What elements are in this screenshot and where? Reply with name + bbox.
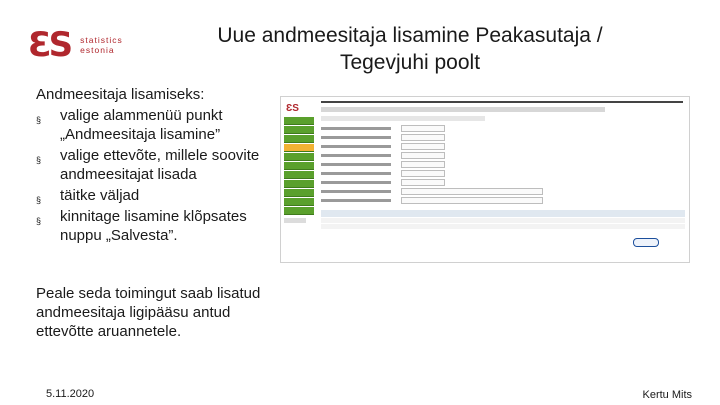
- instruction-text: valige alammenüü punkt „Andmeesitaja lisamine”: [60, 107, 223, 143]
- screenshot-field-label: [321, 199, 391, 202]
- instruction-item: [36, 106, 276, 144]
- screenshot-breadcrumb: [321, 107, 605, 112]
- instruction-item: [36, 146, 276, 184]
- screenshot-save-button: [633, 238, 659, 247]
- screenshot-menu-item: [284, 180, 314, 188]
- screenshot-main-form: [321, 107, 685, 258]
- logo-line-1: statistics: [80, 35, 123, 45]
- instruction-item: [36, 186, 276, 205]
- slide-title: [150, 22, 670, 76]
- screenshot-form-row: [321, 197, 685, 204]
- screenshot-field-label: [321, 154, 391, 157]
- instructions-lead: Andmeesitaja lisamiseks:: [36, 86, 205, 103]
- logo-line-2: estonia: [80, 45, 115, 55]
- screenshot-form-row: [321, 188, 685, 195]
- screenshot-menu-item: [284, 153, 314, 161]
- screenshot-table-row: [321, 218, 685, 223]
- screenshot-field: [401, 188, 543, 195]
- screenshot-menu-item: [284, 117, 314, 125]
- statistics-estonia-logo: [28, 25, 123, 65]
- screenshot-menu-item: [284, 171, 314, 179]
- screenshot-field: [401, 179, 445, 186]
- screenshot-form-row: [321, 161, 685, 168]
- bullet-marker: §: [36, 195, 42, 205]
- bullet-marker: §: [36, 115, 42, 125]
- embedded-form-screenshot: [280, 96, 690, 263]
- instruction-text: kinnitage lisamine klõpsates nuppu „Salvesta”.: [60, 208, 247, 244]
- screenshot-field: [401, 161, 445, 168]
- screenshot-field: [401, 197, 543, 204]
- screenshot-field-label: [321, 145, 391, 148]
- screenshot-table-header: [321, 210, 685, 217]
- screenshot-menu-item: [284, 135, 314, 143]
- screenshot-form-row: [321, 143, 685, 150]
- slide-date: 5.11.2020: [46, 388, 95, 400]
- screenshot-menu-item: [284, 162, 314, 170]
- instruction-list: [36, 106, 276, 245]
- logo-mark: ƐS: [28, 25, 71, 65]
- screenshot-form-row: [321, 152, 685, 159]
- screenshot-menu-item: [284, 126, 314, 134]
- summary-paragraph: Peale seda toimingut saab lisatud andmeesitaja ligipääsu antud ettevõtte aruannetele.: [36, 285, 261, 340]
- screenshot-field-label: [321, 163, 391, 166]
- screenshot-field: [401, 143, 445, 150]
- screenshot-sidebar-note: [284, 218, 306, 223]
- screenshot-sidebar-menu: [284, 117, 314, 223]
- screenshot-menu-item: [284, 198, 314, 206]
- screenshot-section-header: [321, 116, 485, 121]
- screenshot-form-row: [321, 125, 685, 132]
- screenshot-table-row: [321, 224, 685, 229]
- screenshot-header-line: [321, 101, 683, 103]
- screenshot-form-row: [321, 179, 685, 186]
- screenshot-field-label: [321, 181, 391, 184]
- screenshot-field: [401, 134, 445, 141]
- instruction-item: [36, 207, 276, 245]
- screenshot-form-row: [321, 170, 685, 177]
- slide-author: Kertu Mits: [642, 389, 692, 401]
- screenshot-menu-item-active: [284, 144, 314, 152]
- screenshot-field: [401, 170, 445, 177]
- bullet-marker: §: [36, 155, 42, 165]
- screenshot-form-row: [321, 134, 685, 141]
- instruction-text: täitke väljad: [60, 187, 140, 204]
- logo-wordmark: [80, 35, 123, 55]
- slide-title-line-2: Tegevjuhi poolt: [339, 51, 481, 74]
- bullet-marker: §: [36, 216, 42, 226]
- screenshot-menu-item: [284, 207, 314, 215]
- screenshot-field: [401, 152, 445, 159]
- screenshot-field: [401, 125, 445, 132]
- screenshot-field-label: [321, 190, 391, 193]
- screenshot-field-label: [321, 127, 391, 130]
- instruction-text: valige ettevõte, millele soovite andmeesitajat lisada: [60, 147, 260, 183]
- screenshot-logo: ƐS: [286, 103, 299, 114]
- screenshot-field-label: [321, 172, 391, 175]
- screenshot-field-label: [321, 136, 391, 139]
- screenshot-menu-item: [284, 189, 314, 197]
- slide-title-line-1: Uue andmeesitaja lisamine Peakasutaja /: [217, 24, 603, 47]
- instructions: [36, 85, 276, 247]
